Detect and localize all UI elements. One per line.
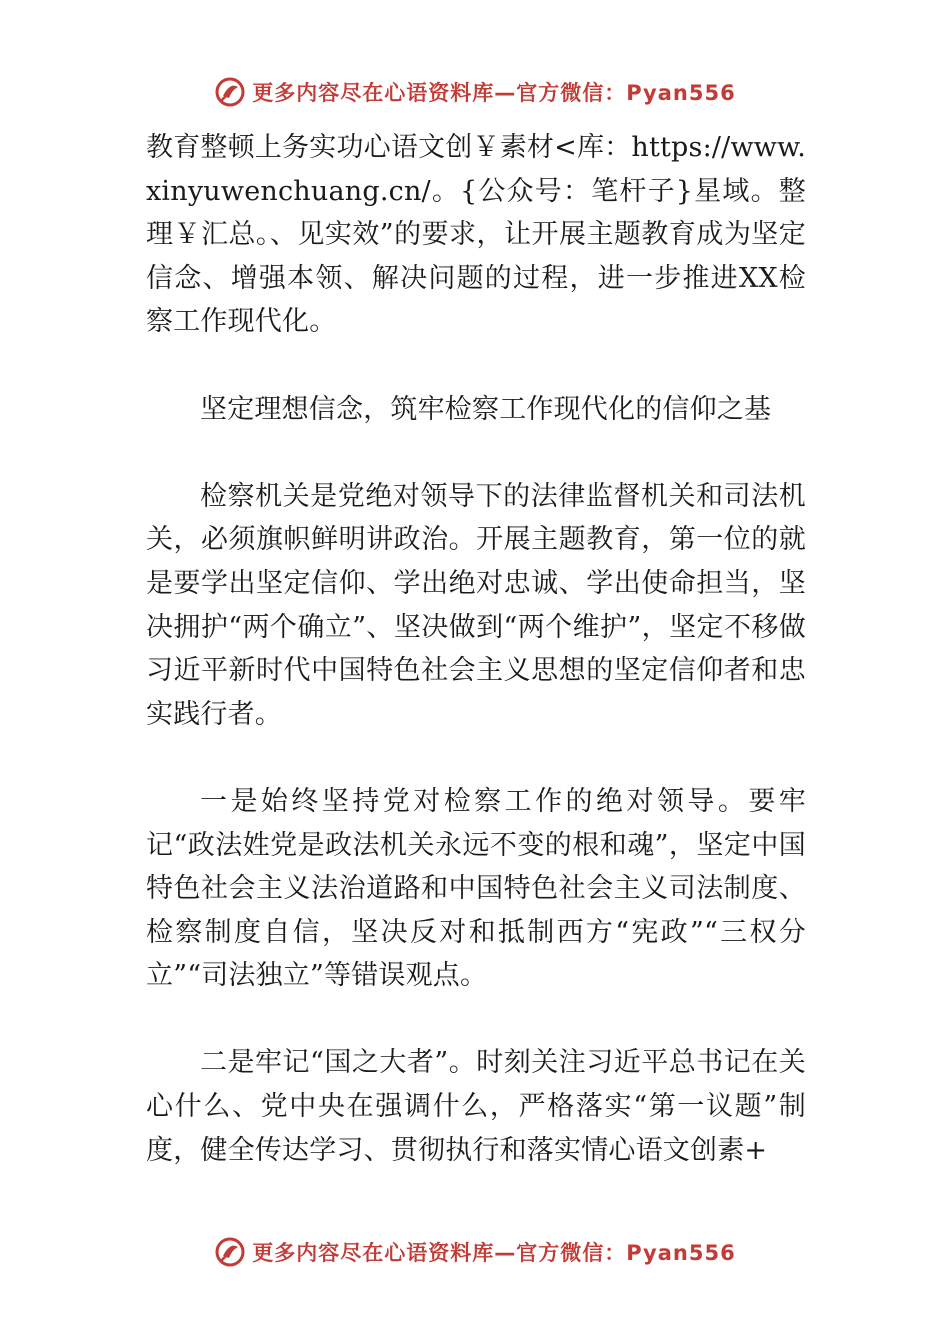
footer-banner-text: 更多内容尽在心语资料库—官方微信：Pyan556 bbox=[252, 1241, 736, 1265]
logo-icon bbox=[214, 1236, 246, 1268]
section-heading: 坚定理想信念，筑牢检察工作现代化的信仰之基 bbox=[200, 393, 772, 425]
document-body bbox=[146, 126, 806, 1172]
header-banner bbox=[0, 72, 950, 112]
paragraph-point-one: 一是始终坚持党对检察工作的绝对领导。要牢记“政法姓党是政法机关永远不变的根和魂”，坚定中国特色社会主义法治道路和中国特色社会主义司法制度、检察制度自信，坚决反对和抵制西方“宪政”“三权分立”“司法独立”等错误观点。 bbox=[146, 785, 806, 992]
paragraph-intro: 教育整顿上务实功心语文创￥素材<库：https://www.xinyuwenchuang.cn/。{公众号：笔杆子}星域。整理￥汇总。、见实效”的要求，让开展主题教育成为坚定信念、增强本领、解决问题的过程，进一步推进XX检察工作现代化。 bbox=[146, 132, 806, 338]
logo-icon bbox=[214, 76, 246, 108]
paragraph-point-two: 二是牢记“国之大者”。时刻关注习近平总书记在关心什么、党中央在强调什么，严格落实“第一议题”制度，健全传达学习、贯彻执行和落实情心语文创素+ bbox=[146, 1047, 806, 1166]
header-banner-text: 更多内容尽在心语资料库—官方微信：Pyan556 bbox=[252, 81, 736, 105]
footer-banner bbox=[0, 1232, 950, 1272]
paragraph-body: 检察机关是党绝对领导下的法律监督机关和司法机关，必须旗帜鲜明讲政治。开展主题教育，第一位的就是要学出坚定信仰、学出绝对忠诚、学出使命担当，坚决拥护“两个确立”、坚决做到“两个维护”，坚定不移做习近平新时代中国特色社会主义思想的坚定信仰者和忠实践行者。 bbox=[146, 480, 806, 730]
